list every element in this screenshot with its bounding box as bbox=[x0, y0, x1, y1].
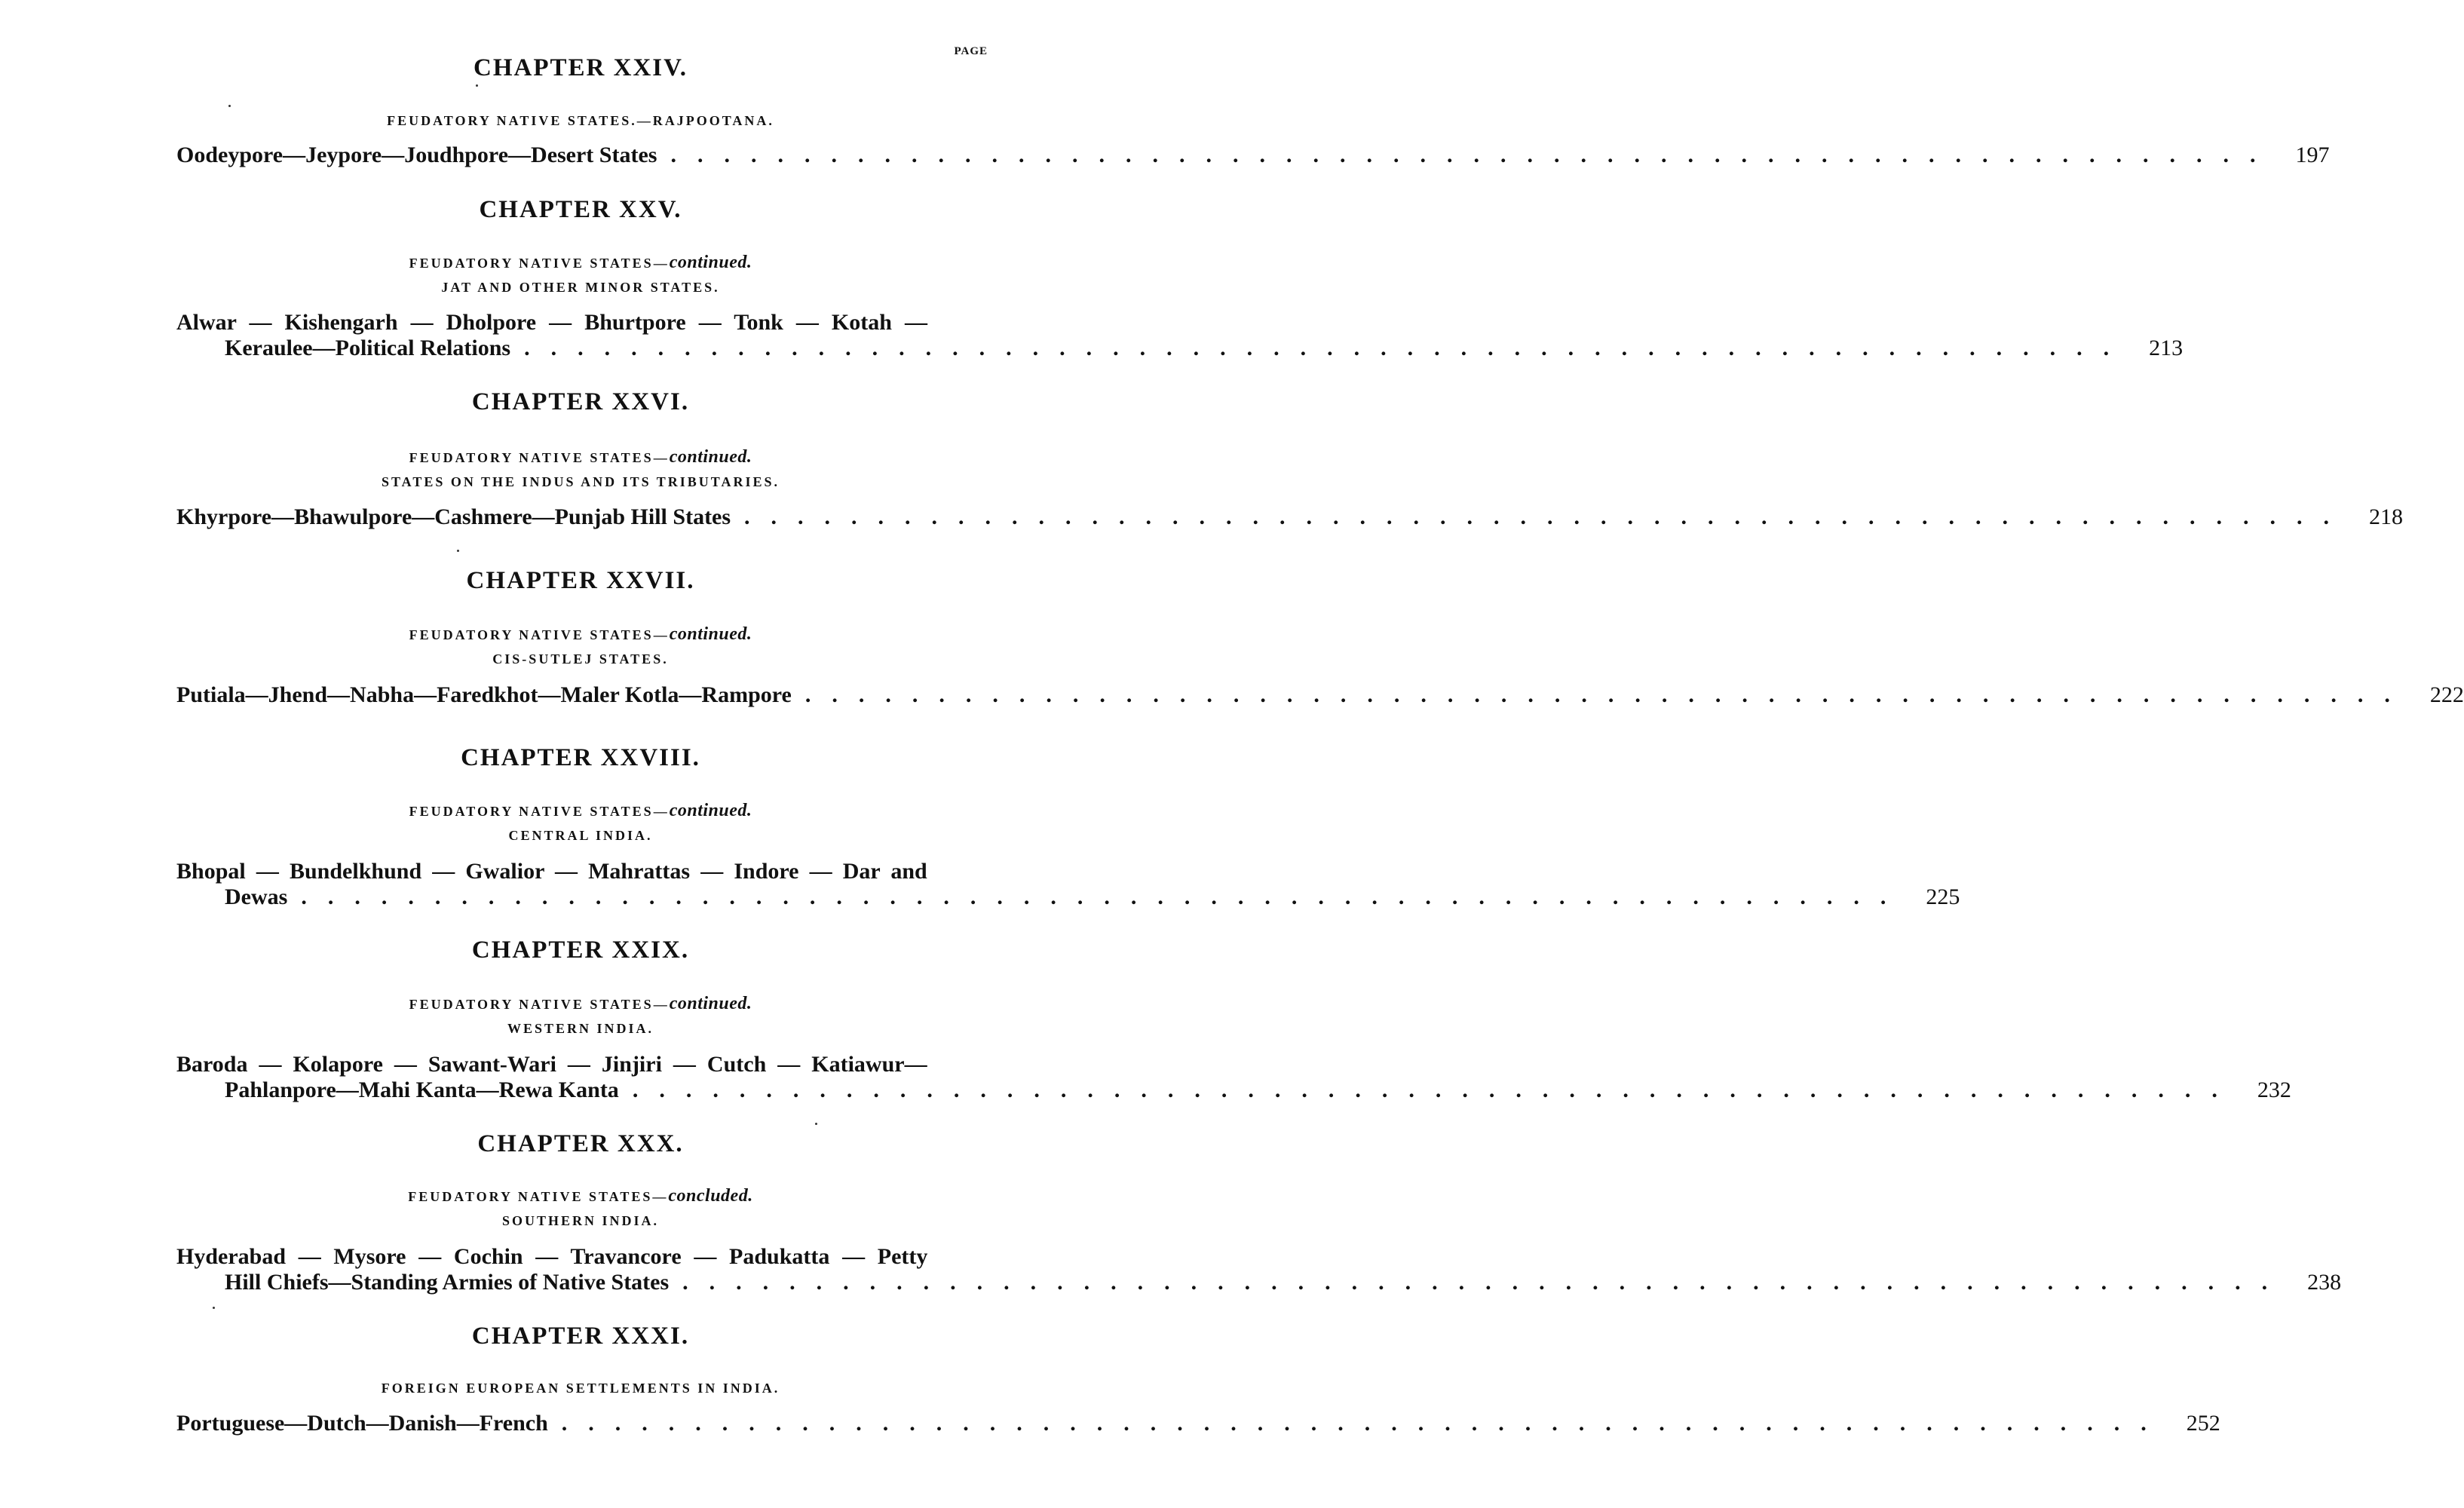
toc-entry-line bbox=[176, 1053, 980, 1077]
print-speck bbox=[815, 1123, 817, 1125]
print-speck bbox=[213, 1307, 215, 1309]
subheading-continuation: continued. bbox=[669, 447, 752, 467]
chapter-subheading bbox=[15, 448, 1146, 467]
dot-leader: ............................................................ bbox=[301, 884, 1908, 909]
chapter-subheading bbox=[15, 1379, 1146, 1397]
chapter-title: CHAPTER XXVI. bbox=[471, 388, 690, 415]
subheading-text: FEUDATORY NATIVE STATES— bbox=[409, 627, 670, 642]
chapter-title: CHAPTER XXV. bbox=[479, 196, 682, 223]
page-number: 232 bbox=[2257, 1077, 2291, 1102]
toc-entry-text: Alwar — Kishengarh — Dholpore — Bhurtpore — Tonk — Kotah — bbox=[176, 310, 927, 335]
toc-entry-line bbox=[176, 336, 2184, 360]
subheading-text: FEUDATORY NATIVE STATES— bbox=[408, 1189, 669, 1204]
toc-entry bbox=[176, 336, 2184, 360]
toc-entry-text: Bhopal — Bundelkhund — Gwalior — Mahrattas — Indore — Dar and bbox=[176, 859, 927, 884]
chapter-title: CHAPTER XXX. bbox=[477, 1130, 684, 1157]
chapter-subheading bbox=[15, 278, 1146, 296]
page-number: 197 bbox=[2295, 143, 2330, 167]
subheading-text: FEUDATORY NATIVE STATES— bbox=[409, 256, 670, 271]
toc-entry-text: Dewas bbox=[225, 884, 288, 909]
subheading-continuation: continued. bbox=[669, 994, 752, 1013]
toc-entry bbox=[176, 860, 980, 884]
toc-entry-line bbox=[176, 860, 980, 884]
chapter-title: CHAPTER XXIX. bbox=[471, 936, 690, 964]
page-column-label: PAGE bbox=[954, 45, 988, 57]
toc-entry bbox=[176, 504, 2404, 529]
toc-entry-text: Hyderabad — Mysore — Cochin — Travancore — Padukatta — Petty bbox=[176, 1244, 928, 1269]
toc-entry-line bbox=[176, 311, 980, 335]
chapter-subheading bbox=[15, 826, 1146, 844]
subheading-text: SOUTHERN INDIA. bbox=[501, 1213, 660, 1228]
toc-entry bbox=[176, 1411, 2220, 1436]
toc-entry-text: Oodeypore—Jeypore—Joudhpore—Desert States bbox=[176, 143, 657, 167]
page-number: 213 bbox=[2149, 336, 2184, 360]
dot-leader: ............................................................ bbox=[632, 1077, 2239, 1102]
chapter-subheading bbox=[15, 112, 1146, 130]
toc-entry bbox=[176, 1245, 980, 1269]
toc-entry-line bbox=[176, 682, 2464, 707]
subheading-text: FEUDATORY NATIVE STATES— bbox=[409, 804, 670, 819]
toc-entry bbox=[176, 311, 980, 335]
chapter-title: CHAPTER XXVIII. bbox=[461, 744, 700, 771]
page-number: 225 bbox=[1926, 884, 1960, 909]
toc-entry-text: Portuguese—Dutch—Danish—French bbox=[176, 1411, 548, 1436]
print-speck bbox=[228, 105, 231, 107]
toc-entry-text: Putiala—Jhend—Nabha—Faredkhot—Maler Kotla—Rampore bbox=[176, 682, 792, 707]
dot-leader: ............................................................ bbox=[524, 336, 2131, 360]
chapter-subheading bbox=[15, 650, 1146, 668]
page-number: 222 bbox=[2429, 682, 2464, 707]
subheading-text: FOREIGN EUROPEAN SETTLEMENTS IN INDIA. bbox=[381, 1381, 780, 1396]
toc-entry-text: Pahlanpore—Mahi Kanta—Rewa Kanta bbox=[225, 1077, 619, 1102]
print-speck bbox=[476, 84, 478, 87]
chapter-subheading bbox=[15, 253, 1146, 272]
toc-entry bbox=[176, 1270, 2342, 1295]
toc-entry-text: Khyrpore—Bhawulpore—Cashmere—Punjab Hill States bbox=[176, 504, 731, 529]
dot-leader: ............................................................ bbox=[670, 143, 2277, 167]
subheading-continuation: continued. bbox=[669, 624, 752, 644]
toc-entry-line bbox=[176, 504, 2404, 529]
chapter-subheading bbox=[15, 1019, 1146, 1038]
toc-entry-line bbox=[176, 1270, 2342, 1295]
chapter-title: CHAPTER XXVII. bbox=[466, 567, 695, 594]
toc-entry-line bbox=[176, 884, 1960, 909]
toc-entry bbox=[176, 1053, 980, 1077]
print-speck bbox=[457, 550, 459, 552]
chapter-subheading bbox=[15, 473, 1146, 491]
subheading-continuation: concluded. bbox=[668, 1186, 753, 1206]
toc-entry bbox=[176, 143, 2330, 167]
subheading-continuation: continued. bbox=[669, 253, 752, 272]
chapter-title: CHAPTER XXIV. bbox=[473, 54, 688, 81]
chapter-title: CHAPTER XXXI. bbox=[471, 1323, 690, 1350]
page-number: 218 bbox=[2369, 504, 2404, 529]
toc-entry-line bbox=[176, 1245, 980, 1269]
toc-entry bbox=[176, 884, 1960, 909]
toc-entry-text: Baroda — Kolapore — Sawant-Wari — Jinjiri — Cutch — Katiawur— bbox=[176, 1052, 927, 1077]
chapter-subheading bbox=[15, 1212, 1146, 1230]
subheading-text: CIS-SUTLEJ STATES. bbox=[492, 651, 669, 667]
subheading-text: CENTRAL INDIA. bbox=[508, 828, 653, 843]
subheading-text: WESTERN INDIA. bbox=[507, 1021, 654, 1036]
toc-entry-line bbox=[176, 1411, 2220, 1436]
subheading-continuation: continued. bbox=[669, 801, 752, 820]
toc-entry-text: Hill Chiefs—Standing Armies of Native States bbox=[225, 1270, 670, 1295]
dot-leader: ............................................................ bbox=[682, 1270, 2289, 1295]
page-number: 252 bbox=[2186, 1411, 2220, 1436]
toc-entry bbox=[176, 682, 2464, 707]
subheading-text: STATES ON THE INDUS AND ITS TRIBUTARIES. bbox=[382, 474, 780, 489]
page-number: 238 bbox=[2307, 1270, 2342, 1295]
chapter-subheading bbox=[15, 802, 1146, 820]
subheading-text: FEUDATORY NATIVE STATES— bbox=[409, 997, 670, 1012]
toc-entry bbox=[176, 1077, 2291, 1102]
dot-leader: ............................................................ bbox=[744, 504, 2351, 529]
chapter-subheading bbox=[15, 1187, 1146, 1206]
subheading-text: FEUDATORY NATIVE STATES— bbox=[409, 450, 670, 465]
toc-entry-line bbox=[176, 143, 2330, 167]
chapter-subheading bbox=[15, 625, 1146, 644]
subheading-text: FEUDATORY NATIVE STATES.—RAJPOOTANA. bbox=[387, 113, 774, 128]
chapter-subheading bbox=[15, 995, 1146, 1013]
dot-leader: ............................................................ bbox=[804, 682, 2411, 707]
subheading-text: JAT AND OTHER MINOR STATES. bbox=[441, 280, 720, 295]
toc-entry-text: Keraulee—Political Relations bbox=[225, 336, 511, 360]
dot-leader: ............................................................ bbox=[561, 1411, 2168, 1436]
toc-entry-line bbox=[176, 1077, 2291, 1102]
